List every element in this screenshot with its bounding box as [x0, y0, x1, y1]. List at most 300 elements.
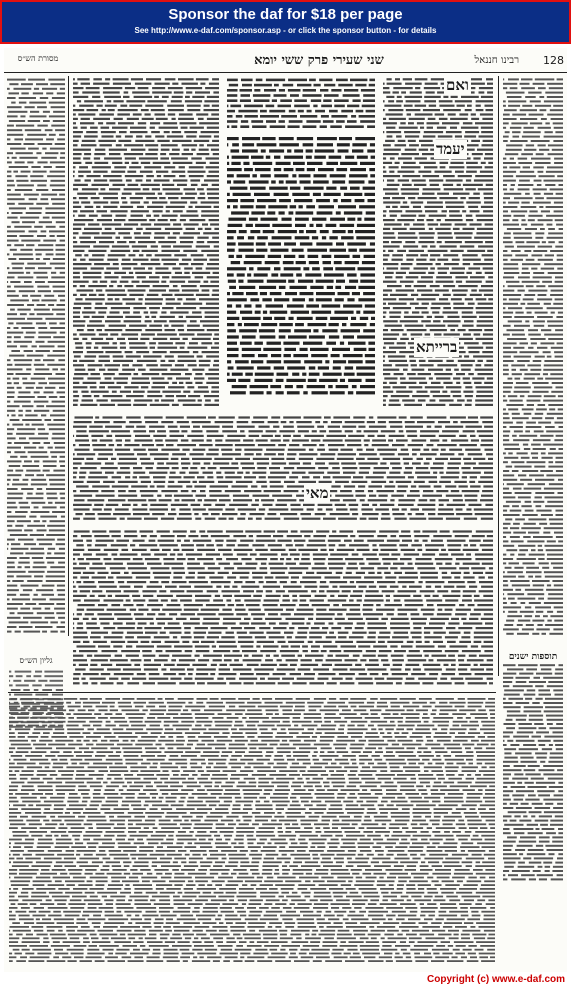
text-line-segment — [465, 298, 473, 300]
text-line-segment — [383, 338, 397, 340]
text-line-segment — [194, 513, 198, 515]
text-line-segment — [256, 249, 267, 252]
text-line-segment — [260, 678, 265, 680]
text-line-segment — [241, 94, 251, 97]
text-line-segment — [545, 92, 563, 94]
text-line-segment — [154, 659, 168, 661]
text-line-segment — [463, 430, 475, 432]
text-line-segment — [549, 727, 563, 729]
text-line-segment — [524, 413, 532, 415]
text-line-segment — [37, 474, 45, 476]
text-line-segment — [246, 292, 258, 295]
text-line-segment — [409, 386, 423, 388]
text-line-segment — [83, 157, 90, 159]
text-line-segment — [133, 467, 142, 469]
text-line-segment — [118, 462, 137, 464]
text-line-segment — [383, 664, 390, 666]
text-line-segment — [250, 298, 259, 301]
sponsor-banner[interactable] — [0, 0, 571, 44]
text-line-segment — [517, 558, 536, 560]
text-line-segment — [172, 467, 179, 469]
text-line-segment — [428, 223, 439, 225]
text-line-segment — [266, 581, 277, 583]
text-line-segment — [231, 149, 240, 152]
text-line-segment — [503, 180, 516, 182]
text-line-segment — [545, 131, 553, 133]
text-line-segment — [21, 83, 33, 85]
text-line-segment — [475, 175, 493, 177]
text-line-segment — [390, 586, 399, 588]
text-line-segment — [443, 294, 451, 296]
text-line-segment — [423, 109, 440, 111]
text-line-segment — [528, 849, 544, 851]
text-line-segment — [218, 613, 233, 615]
text-line-segment — [73, 382, 79, 384]
text-line-segment — [186, 316, 202, 318]
text-line-segment — [539, 149, 549, 151]
text-line-segment — [486, 184, 493, 186]
sponsor-subtitle[interactable]: See http://www.e-daf.com/sponsor.asp - or click the sponsor button - for details — [134, 26, 437, 35]
text-line-segment — [320, 89, 328, 92]
text-line-segment — [135, 272, 152, 274]
text-line-segment — [207, 530, 223, 532]
text-line-segment — [427, 444, 434, 446]
text-line-segment — [402, 333, 406, 335]
text-line-segment — [39, 345, 54, 347]
text-line-segment — [263, 586, 280, 588]
text-line-segment — [332, 586, 337, 588]
text-line-segment — [56, 221, 65, 223]
text-line-segment — [130, 131, 148, 133]
text-line-segment — [548, 325, 563, 327]
text-line-segment — [73, 632, 87, 634]
text-line-segment — [174, 572, 186, 574]
text-line-segment — [279, 323, 293, 326]
text-line-segment — [148, 149, 158, 151]
text-line-segment — [73, 223, 85, 225]
text-line-segment — [238, 416, 250, 418]
text-line-segment — [242, 137, 260, 140]
text-line-segment — [55, 502, 65, 504]
text-line-segment — [440, 166, 446, 168]
text-line-segment — [255, 636, 266, 638]
text-line-segment — [555, 422, 564, 424]
text-line-segment — [168, 485, 183, 487]
text-line-segment — [383, 215, 386, 217]
text-line-segment — [180, 241, 193, 243]
text-line-segment — [358, 485, 365, 487]
text-line-segment — [73, 232, 79, 234]
text-line-segment — [512, 114, 526, 116]
text-line-segment — [424, 668, 442, 670]
text-line-segment — [352, 481, 368, 483]
text-line-segment — [133, 404, 147, 406]
text-line-segment — [232, 143, 239, 146]
text-line-segment — [197, 558, 213, 560]
text-line-segment — [59, 194, 65, 196]
text-line-segment — [257, 199, 276, 202]
text-line-segment — [233, 495, 249, 497]
text-line-segment — [240, 513, 246, 515]
text-line-segment — [217, 544, 223, 546]
text-line-segment — [189, 175, 204, 177]
text-line-segment — [488, 276, 493, 278]
text-line-segment — [112, 245, 129, 247]
text-line-segment — [178, 78, 194, 80]
text-line-segment — [514, 430, 523, 432]
text-line-segment — [291, 645, 300, 647]
text-line-segment — [383, 263, 398, 265]
text-line-segment — [145, 421, 158, 423]
text-line-segment — [190, 618, 200, 620]
text-line-segment — [533, 188, 547, 190]
text-line-segment — [57, 585, 65, 587]
text-line-segment — [195, 655, 200, 657]
text-line-segment — [227, 249, 235, 252]
text-line-segment — [18, 539, 34, 541]
text-line-segment — [111, 250, 131, 252]
text-line-segment — [422, 303, 429, 305]
text-line-segment — [355, 230, 375, 233]
text-line-segment — [396, 135, 402, 137]
text-line-segment — [529, 474, 544, 476]
text-line-segment — [507, 715, 527, 717]
text-line-segment — [516, 175, 536, 177]
text-line-segment — [439, 197, 457, 199]
text-line-segment — [544, 488, 563, 490]
text-line-segment — [343, 304, 362, 307]
text-line-segment — [384, 105, 401, 107]
text-line-segment — [100, 439, 113, 441]
text-line-segment — [43, 258, 50, 260]
text-line-segment — [89, 215, 98, 217]
text-line-segment — [73, 613, 74, 615]
text-line-segment — [368, 499, 387, 501]
text-line-segment — [391, 241, 402, 243]
text-line-segment — [328, 444, 344, 446]
text-line-segment — [383, 188, 398, 190]
text-line-segment — [477, 219, 493, 221]
text-line-segment — [154, 553, 167, 555]
text-line-segment — [383, 382, 387, 384]
text-line-segment — [469, 504, 482, 506]
text-line-segment — [297, 426, 314, 428]
text-line-segment — [410, 508, 419, 510]
text-line-segment — [507, 571, 523, 573]
text-line-segment — [46, 575, 65, 577]
text-line-segment — [554, 794, 563, 796]
text-line-segment — [200, 285, 219, 287]
text-line-segment — [206, 604, 225, 606]
text-line-segment — [452, 289, 468, 291]
text-line-segment — [329, 632, 334, 634]
text-line-segment — [518, 620, 530, 622]
text-line-segment — [370, 673, 379, 675]
text-line-segment — [503, 878, 507, 880]
text-line-segment — [251, 622, 266, 624]
text-line-segment — [44, 391, 54, 393]
text-line-segment — [433, 472, 437, 474]
text-line-segment — [552, 836, 563, 838]
text-line-segment — [78, 215, 85, 217]
text-line-segment — [20, 217, 39, 219]
text-line-segment — [105, 228, 112, 230]
text-line-segment — [281, 115, 297, 118]
text-line-segment — [307, 544, 327, 546]
text-line-segment — [158, 193, 162, 195]
text-line-segment — [199, 135, 211, 137]
text-line-segment — [94, 153, 105, 155]
text-line-segment — [7, 405, 20, 407]
text-line-segment — [510, 140, 527, 142]
text-line-segment — [199, 481, 214, 483]
text-line-segment — [369, 426, 386, 428]
text-line-segment — [396, 100, 403, 102]
text-line-segment — [440, 223, 452, 225]
text-line-segment — [188, 673, 193, 675]
text-line-segment — [206, 553, 220, 555]
text-line-segment — [142, 504, 148, 506]
text-line-segment — [335, 286, 341, 289]
text-line-segment — [312, 604, 330, 606]
text-line-segment — [255, 558, 267, 560]
text-line-segment — [300, 348, 308, 351]
text-line-segment — [462, 210, 466, 212]
text-line-segment — [235, 458, 250, 460]
text-line-segment — [57, 235, 65, 237]
text-line-segment — [173, 210, 183, 212]
text-line-segment — [438, 237, 453, 239]
text-line-segment — [299, 174, 311, 177]
text-line-segment — [415, 113, 433, 115]
text-line-segment — [24, 447, 36, 449]
text-line-segment — [547, 540, 556, 542]
text-line-segment — [357, 549, 370, 551]
text-line-segment — [93, 508, 102, 510]
text-line-segment — [215, 504, 225, 506]
text-line-segment — [135, 435, 150, 437]
text-line-segment — [268, 678, 280, 680]
text-line-segment — [287, 636, 292, 638]
text-line-segment — [306, 622, 310, 624]
text-line-segment — [187, 386, 194, 388]
text-line-segment — [193, 462, 201, 464]
text-line-segment — [256, 645, 260, 647]
text-line-segment — [468, 453, 483, 455]
text-line-segment — [350, 79, 367, 82]
text-line-segment — [383, 162, 392, 164]
text-line-segment — [391, 329, 404, 331]
text-line-segment — [86, 87, 100, 89]
text-line-segment — [475, 513, 493, 515]
text-line-segment — [227, 174, 234, 177]
text-line-segment — [213, 272, 219, 274]
text-line-segment — [86, 131, 97, 133]
text-line-segment — [103, 175, 122, 177]
text-line-segment — [524, 488, 542, 490]
text-line-segment — [425, 333, 431, 335]
text-line-segment — [358, 286, 375, 289]
text-line-segment — [145, 298, 163, 300]
text-line-segment — [356, 311, 360, 314]
text-line-segment — [73, 184, 88, 186]
text-line-segment — [117, 285, 122, 287]
text-line-segment — [383, 351, 396, 353]
text-line-segment — [27, 355, 44, 357]
text-line-segment — [453, 395, 462, 397]
text-line-segment — [184, 604, 203, 606]
text-line-segment — [481, 127, 493, 129]
text-line-segment — [253, 94, 271, 97]
text-line-segment — [433, 632, 445, 634]
text-line-segment — [368, 199, 376, 202]
text-line-segment — [357, 430, 362, 432]
text-line-segment — [226, 558, 238, 560]
text-line-segment — [73, 109, 84, 111]
text-line-segment — [519, 435, 537, 437]
text-line-segment — [355, 664, 361, 666]
text-line-segment — [275, 435, 281, 437]
text-line-segment — [532, 254, 543, 256]
text-line-segment — [423, 490, 433, 492]
text-line-segment — [7, 336, 12, 338]
text-line-segment — [523, 536, 531, 538]
text-line-segment — [7, 557, 17, 559]
text-line-segment — [78, 586, 96, 588]
text-line-segment — [464, 518, 477, 520]
text-line-segment — [100, 281, 107, 283]
text-line-segment — [461, 127, 479, 129]
text-line-segment — [544, 710, 563, 712]
text-line-segment — [33, 566, 47, 568]
text-line-segment — [503, 303, 518, 305]
text-line-segment — [309, 540, 326, 542]
text-line-segment — [425, 83, 438, 85]
text-line-segment — [260, 174, 271, 177]
text-line-segment — [124, 320, 142, 322]
text-line-segment — [27, 263, 46, 265]
text-line-segment — [101, 215, 112, 217]
text-line-segment — [7, 562, 15, 564]
text-line-segment — [523, 298, 534, 300]
text-line-segment — [233, 180, 245, 183]
text-line-segment — [316, 242, 332, 245]
text-line-segment — [535, 356, 545, 358]
text-line-segment — [437, 444, 457, 446]
text-line-segment — [125, 157, 136, 159]
text-line-segment — [318, 678, 329, 680]
text-line-segment — [242, 467, 255, 469]
text-line-segment — [447, 544, 461, 546]
text-line-segment — [147, 391, 160, 393]
text-line-segment — [45, 387, 56, 389]
text-line-segment — [547, 501, 563, 503]
text-line-segment — [373, 645, 387, 647]
text-line-segment — [171, 325, 183, 327]
text-line-segment — [403, 369, 408, 371]
text-line-segment — [218, 549, 231, 551]
text-line-segment — [341, 199, 351, 202]
text-line-segment — [83, 276, 102, 278]
text-line-segment — [26, 368, 31, 370]
text-line-segment — [73, 131, 83, 133]
text-line-segment — [367, 421, 375, 423]
text-line-segment — [318, 504, 333, 506]
text-line-segment — [87, 609, 105, 611]
text-line-segment — [459, 435, 466, 437]
text-line-segment — [60, 152, 65, 154]
text-line-segment — [520, 83, 530, 85]
text-line-segment — [12, 221, 20, 223]
text-line-segment — [279, 180, 284, 183]
text-line-segment — [58, 359, 65, 361]
text-line-segment — [394, 650, 406, 652]
text-line-segment — [383, 157, 386, 159]
text-line-segment — [274, 156, 280, 159]
text-line-segment — [383, 144, 391, 146]
text-line-segment — [401, 449, 408, 451]
text-line-segment — [269, 636, 285, 638]
text-line-segment — [99, 113, 114, 115]
text-line-segment — [30, 111, 39, 113]
text-line-segment — [258, 354, 268, 357]
text-line-segment — [354, 540, 364, 542]
text-line-segment — [467, 166, 483, 168]
text-line-segment — [100, 188, 105, 190]
text-line-segment — [429, 481, 438, 483]
text-line-segment — [197, 576, 205, 578]
sponsor-title[interactable]: Sponsor the daf for $18 per page — [168, 6, 403, 23]
text-line-segment — [462, 650, 481, 652]
text-line-segment — [261, 149, 266, 152]
text-line-segment — [424, 131, 443, 133]
text-line-segment — [176, 395, 186, 397]
text-line-segment — [356, 366, 375, 369]
text-line-segment — [156, 618, 173, 620]
text-line-segment — [396, 439, 408, 441]
text-line-segment — [545, 845, 563, 847]
text-line-segment — [7, 539, 15, 541]
text-line-segment — [7, 488, 18, 490]
text-line-segment — [451, 553, 464, 555]
text-line-segment — [393, 513, 405, 515]
text-line-segment — [195, 382, 202, 384]
text-line-segment — [465, 386, 472, 388]
text-line-segment — [210, 673, 215, 675]
text-line-segment — [296, 211, 314, 214]
text-line-segment — [161, 149, 170, 151]
text-line-segment — [554, 162, 563, 164]
text-line-segment — [507, 96, 522, 98]
text-line-segment — [476, 530, 493, 532]
text-line-segment — [136, 645, 154, 647]
text-line-segment — [209, 83, 219, 85]
text-line-segment — [383, 87, 389, 89]
text-line-segment — [293, 354, 308, 357]
text-line-segment — [179, 113, 193, 115]
text-line-segment — [401, 263, 413, 265]
text-line-segment — [358, 267, 376, 270]
text-line-segment — [503, 584, 508, 586]
text-line-segment — [227, 304, 232, 307]
text-line-segment — [57, 626, 66, 628]
text-line-segment — [283, 435, 291, 437]
text-line-segment — [400, 122, 405, 124]
text-line-segment — [133, 599, 145, 601]
text-line-segment — [243, 590, 254, 592]
text-line-segment — [7, 428, 14, 430]
text-line-segment — [109, 325, 126, 327]
